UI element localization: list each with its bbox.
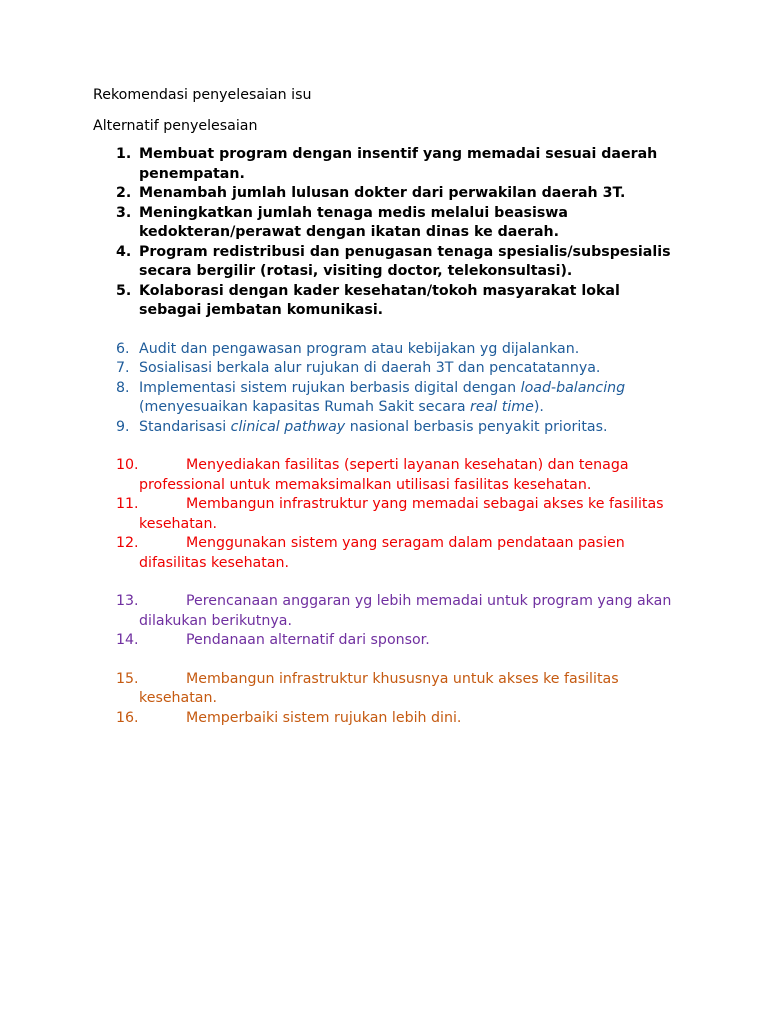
document-heading: Rekomendasi penyelesaian isu — [93, 87, 312, 103]
list-number: 12. — [116, 535, 139, 551]
list-text: Audit dan pengawasan program atau kebijakan yg dijalankan. — [139, 340, 580, 357]
list-item — [93, 709, 683, 729]
list-number: 10. — [116, 457, 139, 473]
list-number: 8. — [116, 379, 130, 396]
list-number: 13. — [116, 593, 139, 609]
list-item — [93, 592, 683, 631]
italic-term: load — [520, 379, 551, 396]
list-number: 4. — [116, 243, 132, 260]
list-item — [93, 243, 683, 282]
list-text: Implementasi sistem rujukan berbasis digital dengan — [139, 379, 521, 396]
list-item — [93, 670, 683, 709]
list-number: 3. — [116, 204, 132, 221]
list-item — [93, 418, 683, 438]
italic-term: clinical pathway — [230, 418, 346, 435]
document-subheading: Alternatif penyelesaian — [93, 117, 258, 134]
list-text: Sosialisasi berkala alur rujukan di daerah 3T dan pencatatannya. — [139, 360, 601, 376]
list-item — [93, 184, 683, 204]
list-text: Program redistribusi dan penugasan tenaga spesialis/subspesialis secara bergilir (rotasi, visiting doctor, telekonsultasi). — [139, 243, 671, 279]
list-item — [93, 495, 683, 534]
list-orange-group — [93, 670, 683, 729]
list-number: 11. — [116, 496, 139, 512]
list-number: 6. — [116, 340, 130, 357]
list-bold-group — [93, 145, 683, 321]
list-number: 2. — [116, 185, 132, 201]
list-blue-group — [93, 340, 683, 438]
list-text: Standarisasi — [139, 418, 231, 435]
list-text: Menyediakan fasilitas (seperti layanan kesehatan) dan tenaga professional untuk memaksimalkan utilisasi fasilitas kesehatan. — [139, 457, 629, 493]
dash-text: - — [550, 379, 557, 396]
list-item — [93, 145, 683, 184]
italic-term: balancing — [556, 379, 626, 396]
list-text: nasional berbasis penyakit prioritas. — [345, 418, 608, 435]
list-number: 1. — [116, 146, 132, 162]
list-purple-group — [93, 592, 683, 651]
list-item — [93, 282, 683, 321]
list-text: Menambah jumlah lulusan dokter dari perwakilan daerah 3T. — [139, 185, 626, 201]
list-text: Menggunakan sistem yang seragam dalam pendataan pasien difasilitas kesehatan. — [139, 535, 625, 571]
list-item — [93, 204, 683, 243]
list-number: 5. — [116, 282, 132, 299]
list-red-group — [93, 456, 683, 573]
list-item — [93, 340, 683, 360]
list-text: Pendanaan alternatif dari sponsor. — [186, 632, 430, 648]
list-text: ). — [533, 399, 544, 415]
list-item — [93, 456, 683, 495]
list-text: Membuat program dengan insentif yang memadai sesuai daerah penempatan. — [139, 146, 658, 182]
list-text: Perencanaan anggaran yg lebih memadai untuk program yang akan dilakukan berikutnya. — [139, 593, 672, 629]
list-text: Membangun infrastruktur yang memadai sebagai akses ke fasilitas kesehatan. — [139, 496, 664, 532]
list-item — [93, 631, 683, 651]
list-text: (menyesuaikan kapasitas Rumah Sakit secara — [139, 399, 471, 415]
list-item — [93, 359, 683, 379]
list-number: 15. — [116, 670, 139, 687]
list-text: Kolaborasi dengan kader kesehatan/tokoh masyarakat lokal sebagai jembatan komunikasi. — [139, 282, 620, 318]
list-text: Meningkatkan jumlah tenaga medis melalui beasiswa kedokteran/perawat dengan ikatan dinas ke daerah. — [139, 204, 568, 240]
list-text: Memperbaiki sistem rujukan lebih dini. — [186, 709, 462, 726]
italic-term: real time — [470, 399, 534, 415]
document-page — [93, 86, 683, 728]
list-item — [93, 379, 683, 418]
list-number: 16. — [116, 709, 139, 726]
list-number: 9. — [116, 418, 130, 435]
list-number: 7. — [116, 360, 130, 376]
list-text: Membangun infrastruktur khususnya untuk akses ke fasilitas kesehatan. — [139, 670, 619, 706]
list-item — [93, 534, 683, 573]
list-number: 14. — [116, 632, 139, 648]
